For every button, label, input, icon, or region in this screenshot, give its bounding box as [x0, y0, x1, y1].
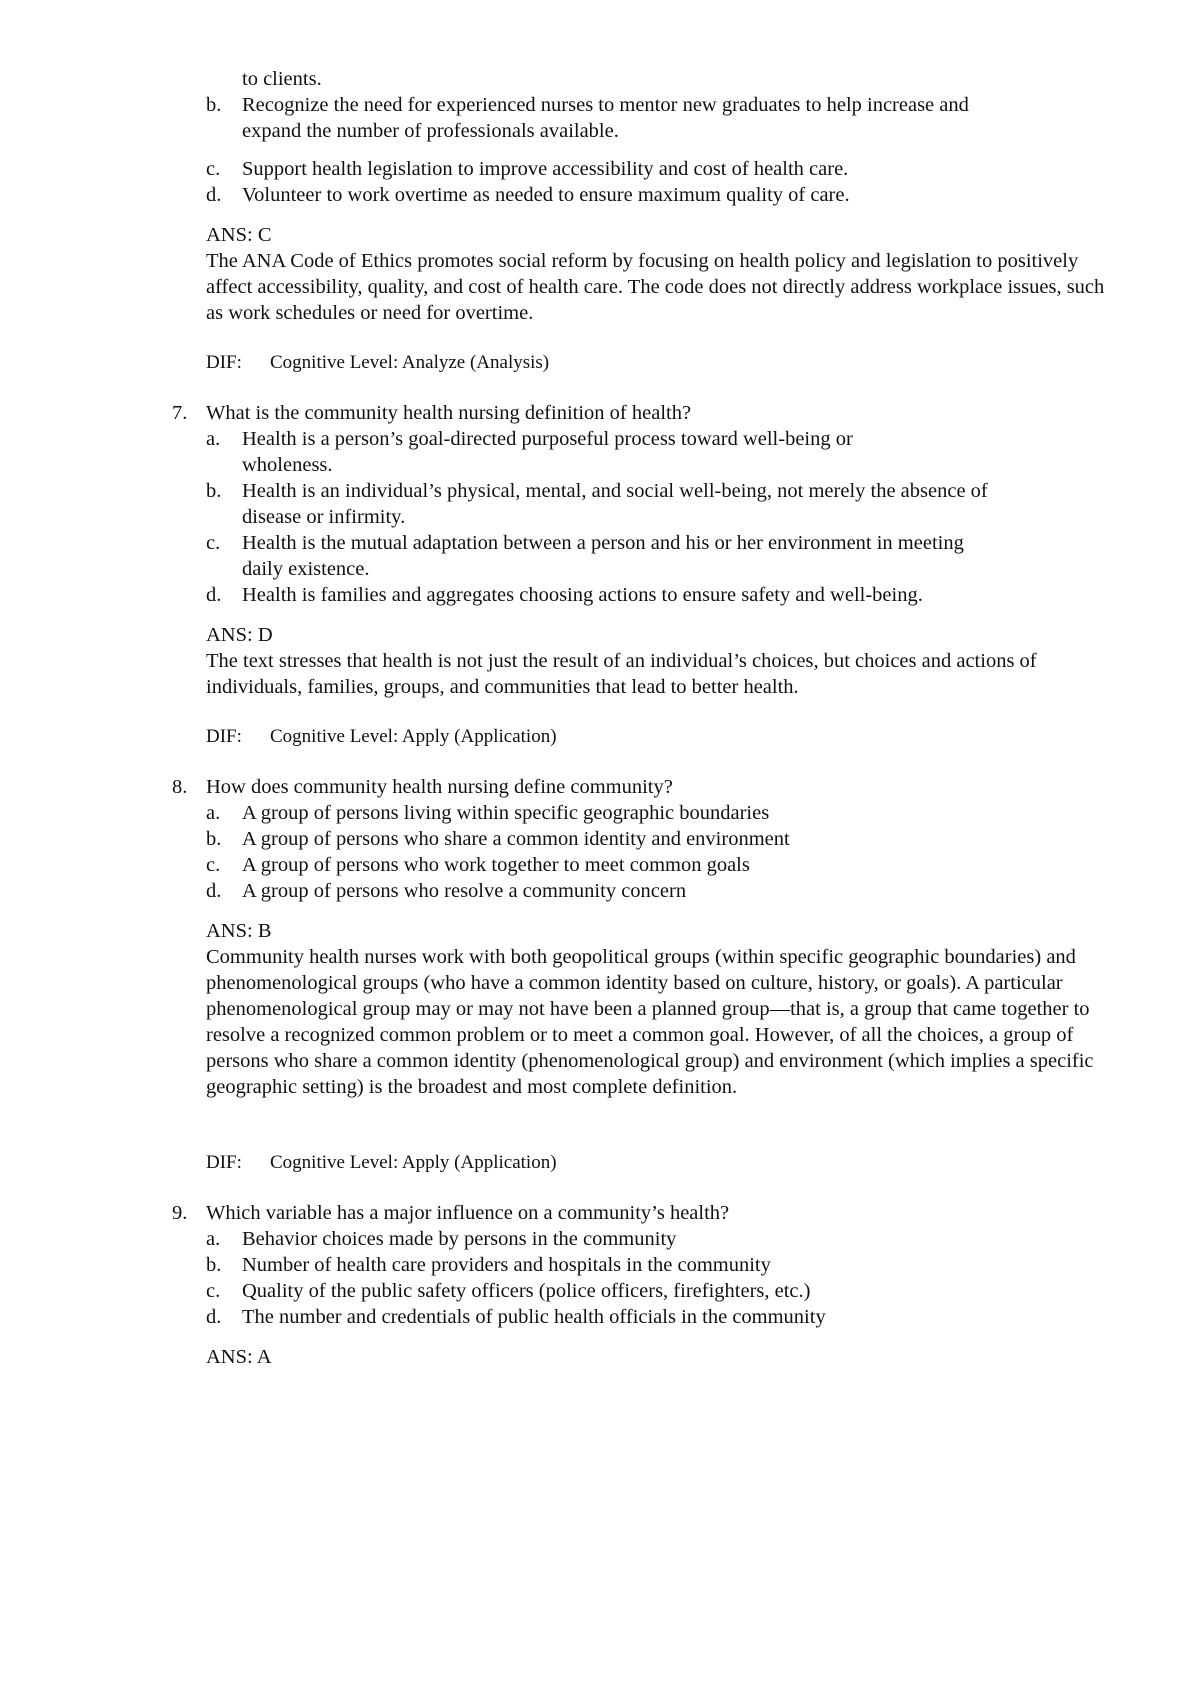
rationale-paragraph: The ANA Code of Ethics promotes social reform by focusing on health policy and legislation to positively affect accessibility, quality, and cost of health care. The code does not directly address workplace issues, such as work schedules or need for overtime.	[206, 250, 1105, 324]
option-letter: c.	[206, 854, 221, 876]
option-letter: a.	[206, 1228, 221, 1250]
dif-value: Cognitive Level: Analyze (Analysis)	[270, 352, 550, 373]
rationale-paragraph: The text stresses that health is not just the result of an individual’s choices, but choices and actions of individuals, families, groups, and communities that lead to better health.	[206, 650, 1037, 698]
option-letter: d.	[206, 584, 222, 606]
option-c	[206, 1278, 996, 1304]
option-letter: b.	[206, 480, 222, 502]
option-b	[206, 478, 996, 530]
option-a	[206, 800, 996, 826]
option-letter: c.	[206, 532, 221, 554]
dif-label: DIF:	[206, 726, 242, 747]
answer-line: ANS: B	[206, 920, 272, 942]
question-number: 9.	[172, 1202, 188, 1224]
option-text: Number of health care providers and hospitals in the community	[242, 1254, 771, 1276]
question-number: 8.	[172, 776, 188, 798]
option-letter: a.	[206, 802, 221, 824]
dif-label: DIF:	[206, 352, 242, 373]
option-b	[206, 1252, 996, 1278]
option-continuation-text: to clients.	[242, 68, 322, 90]
option-b	[206, 826, 996, 852]
option-text: Health is families and aggregates choosing actions to ensure safety and well-being.	[242, 584, 923, 606]
option-c	[206, 156, 996, 182]
option-text: Health is a person’s goal-directed purposeful process toward well-being or wholeness.	[242, 428, 853, 476]
question-text: Which variable has a major influence on a community’s health?	[206, 1202, 730, 1224]
option-text: Quality of the public safety officers (police officers, firefighters, etc.)	[242, 1280, 811, 1302]
question-text: What is the community health nursing definition of health?	[206, 402, 692, 424]
option-text: A group of persons living within specific geographic boundaries	[242, 802, 770, 824]
difficulty-line	[206, 350, 549, 376]
option-letter: a.	[206, 428, 221, 450]
option-text: Behavior choices made by persons in the community	[242, 1228, 677, 1250]
option-b	[206, 92, 996, 144]
option-letter: d.	[206, 184, 222, 206]
option-letter: b.	[206, 94, 222, 116]
option-letter: c.	[206, 158, 221, 180]
dif-value: Cognitive Level: Apply (Application)	[270, 726, 557, 747]
dif-value: Cognitive Level: Apply (Application)	[270, 1152, 557, 1173]
answer-line: ANS: A	[206, 1346, 272, 1368]
option-a	[206, 1226, 996, 1252]
option-text: The number and credentials of public health officials in the community	[242, 1306, 826, 1328]
option-text: Recognize the need for experienced nurses to mentor new graduates to help increase and expand the number of professionals available.	[242, 94, 969, 142]
option-d	[206, 182, 996, 208]
option-d	[206, 878, 996, 904]
option-d	[206, 582, 996, 608]
option-letter: d.	[206, 1306, 222, 1328]
dif-label: DIF:	[206, 1152, 242, 1173]
answer-line: ANS: D	[206, 624, 273, 646]
option-letter: b.	[206, 828, 222, 850]
option-d	[206, 1304, 996, 1330]
option-letter: b.	[206, 1254, 222, 1276]
option-text: A group of persons who work together to meet common goals	[242, 854, 750, 876]
option-text: Volunteer to work overtime as needed to ensure maximum quality of care.	[242, 184, 850, 206]
option-text: A group of persons who share a common identity and environment	[242, 828, 790, 850]
question-number: 7.	[172, 402, 188, 424]
option-text: A group of persons who resolve a community concern	[242, 880, 687, 902]
answer-line: ANS: C	[206, 224, 272, 246]
question-text: How does community health nursing define community?	[206, 776, 673, 798]
option-letter: c.	[206, 1280, 221, 1302]
option-c	[206, 530, 996, 582]
option-c	[206, 852, 996, 878]
option-text: Health is the mutual adaptation between a person and his or her environment in meeting daily existence.	[242, 532, 964, 580]
option-a	[206, 426, 996, 478]
difficulty-line	[206, 724, 557, 750]
option-text: Support health legislation to improve accessibility and cost of health care.	[242, 158, 849, 180]
difficulty-line	[206, 1150, 557, 1176]
option-text: Health is an individual’s physical, mental, and social well-being, not merely the absence of disease or infirmity.	[242, 480, 988, 528]
option-letter: d.	[206, 880, 222, 902]
rationale-paragraph: Community health nurses work with both geopolitical groups (within specific geographic boundaries) and phenomenological groups (who have a common identity based on culture, history, or goals). A particular phenomenological group may or may not have been a planned group—that is, a group that came together to resolve a recognized common problem or to meet a common goal. However, of all the choices, a group of persons who share a common identity (phenomenological group) and environment (which implies a specific geographic setting) is the broadest and most complete definition.	[206, 946, 1094, 1098]
